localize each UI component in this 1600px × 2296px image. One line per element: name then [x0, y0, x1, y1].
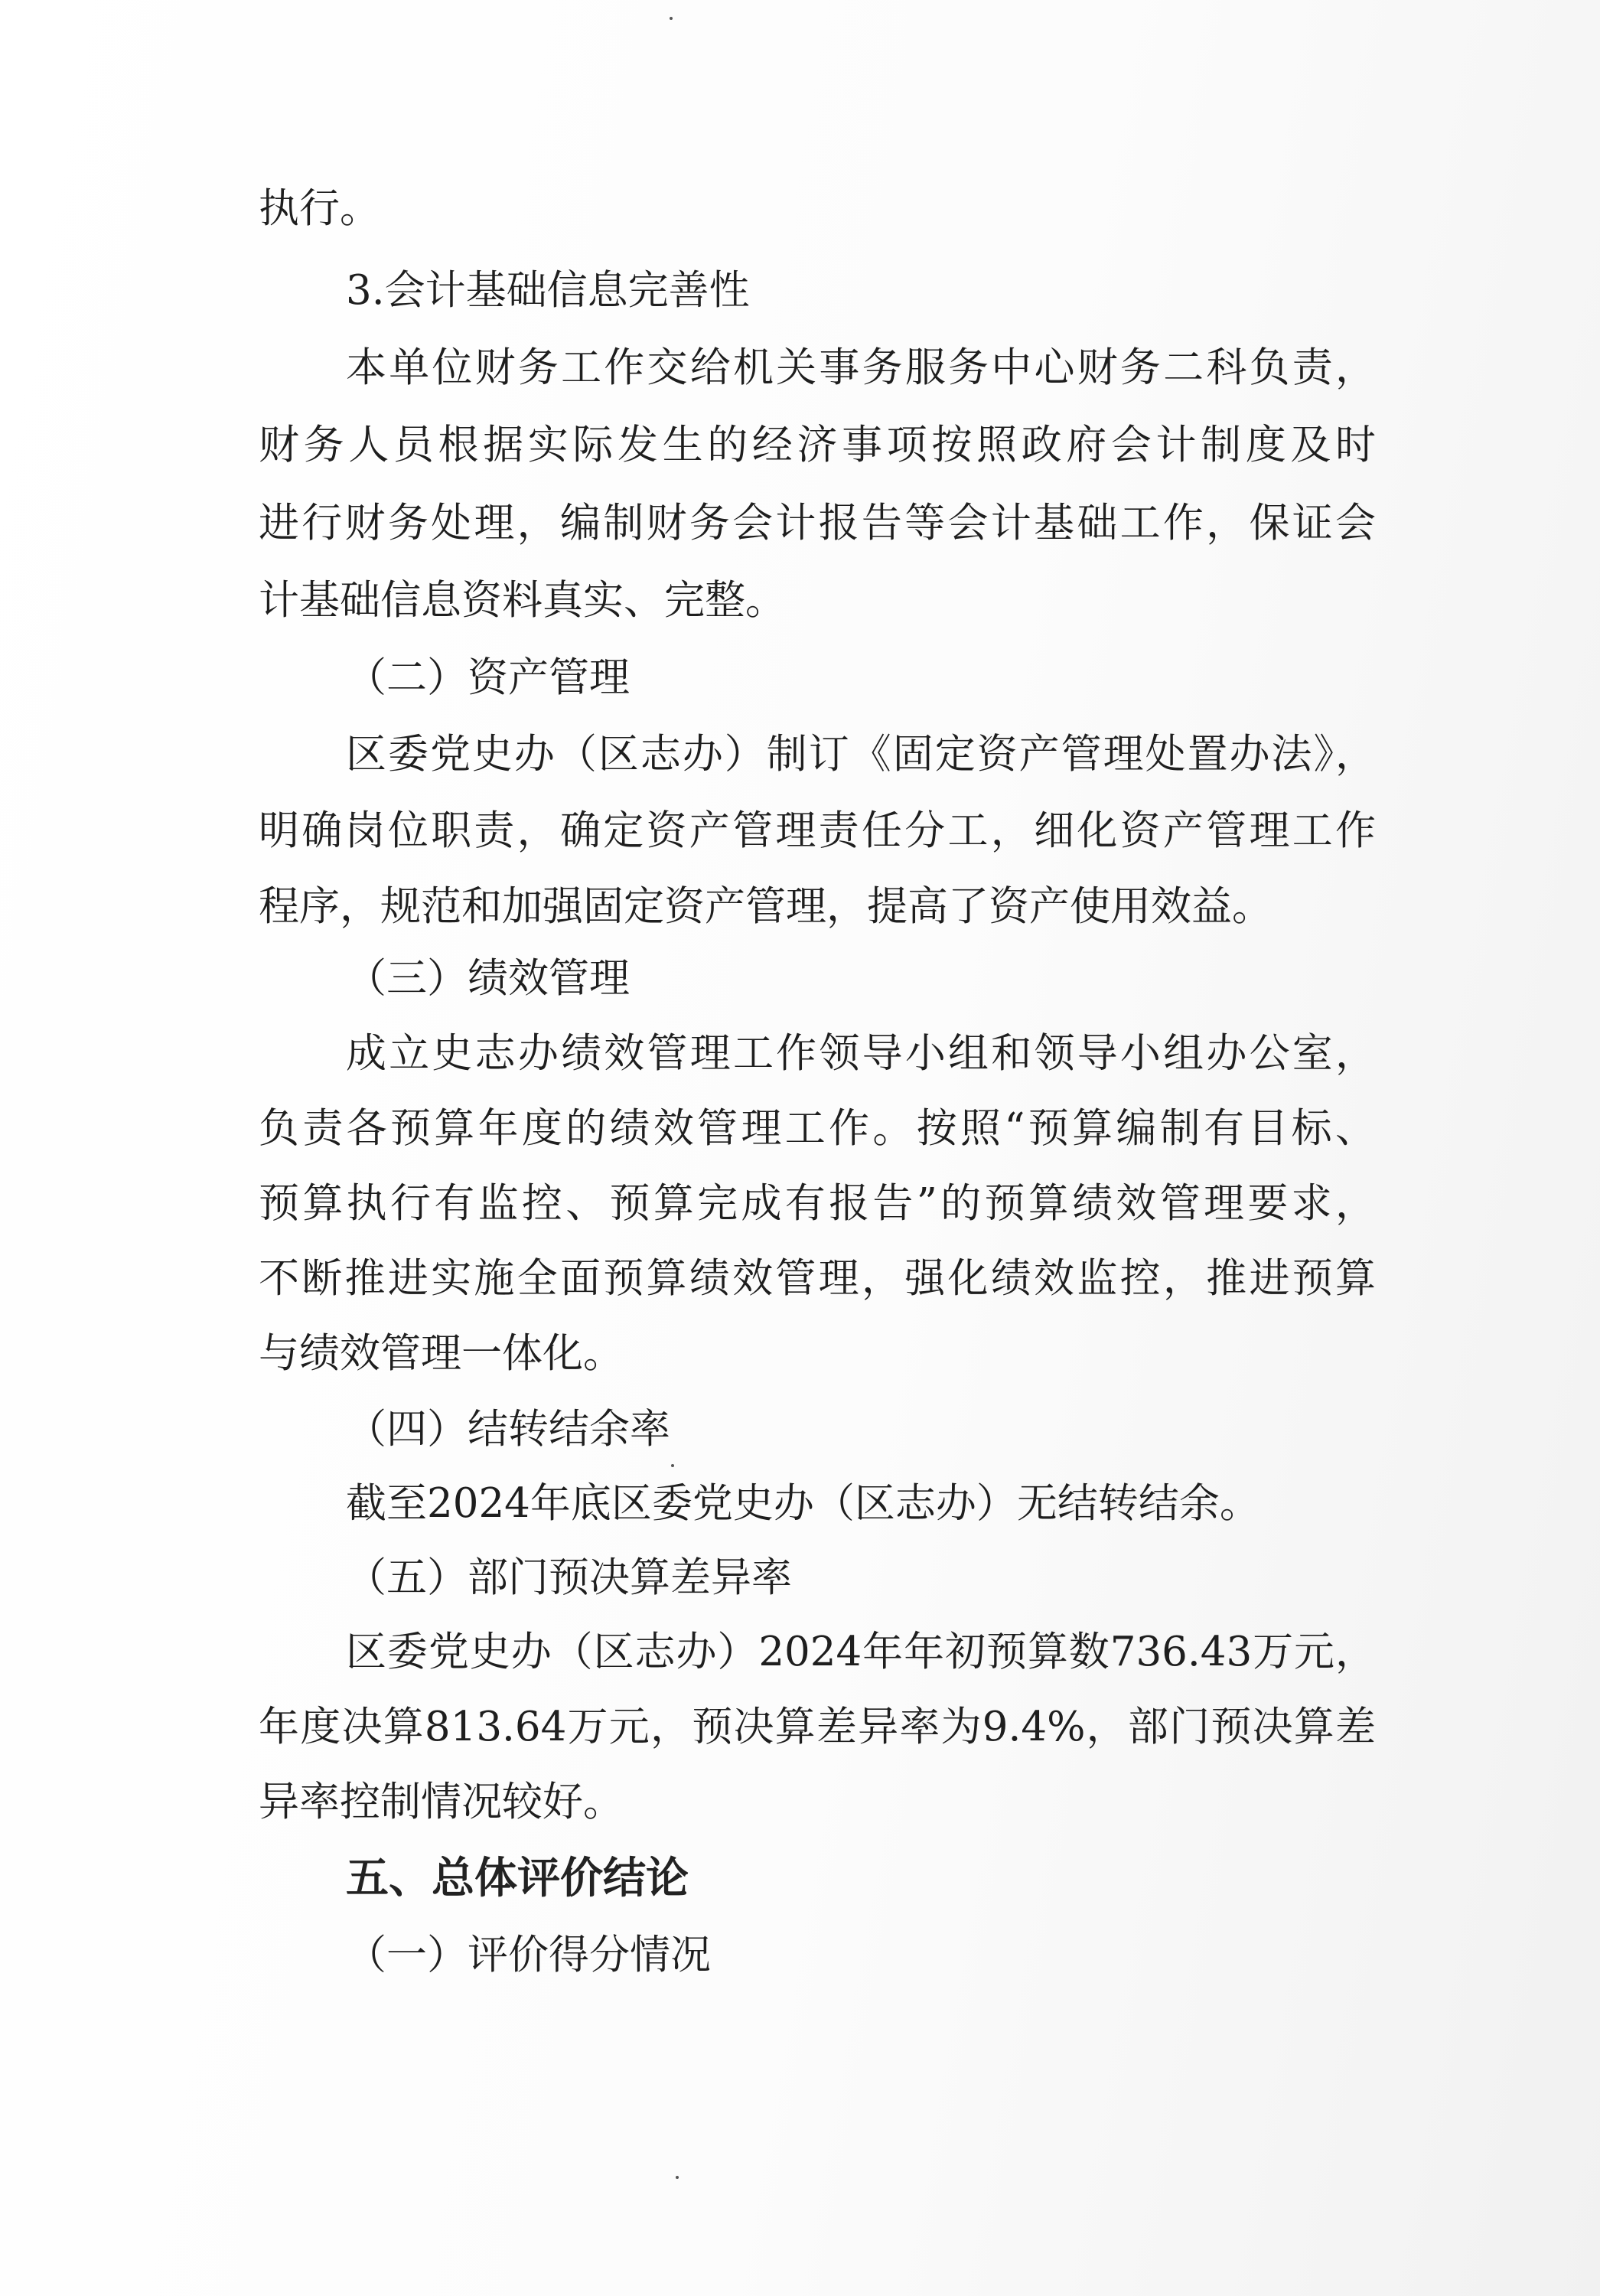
paragraph-line: 截至2024年底区委党史办（区志办）无结转结余。 [346, 1480, 1260, 1527]
paragraph-line: 预算执行有监控、预算完成有报告”的预算绩效管理要求， [259, 1180, 1376, 1227]
chapter-heading-overall-conclusion: 五、总体评价结论 [346, 1854, 689, 1903]
scan-speck [670, 17, 673, 20]
scan-speck [671, 1464, 674, 1467]
paragraph-line: 进行财务处理，编制财务会计报告等会计基础工作，保证会 [259, 500, 1376, 546]
section-heading-carryover-rate: （四）结转结余率 [346, 1406, 670, 1453]
paragraph-line: 负责各预算年度的绩效管理工作。按照“预算编制有目标、 [259, 1105, 1376, 1152]
scan-speck [676, 2176, 679, 2179]
paragraph-line: 程序，规范和加强固定资产管理，提高了资产使用效益。 [259, 883, 1273, 930]
paragraph-line: 财务人员根据实际发生的经济事项按照政府会计制度及时 [259, 422, 1376, 468]
paragraph-line: 执行。 [259, 185, 380, 232]
paragraph-line: 计基础信息资料真实、完整。 [259, 577, 786, 624]
paragraph-line: 与绩效管理一体化。 [259, 1330, 624, 1377]
paragraph-line: 成立史志办绩效管理工作领导小组和领导小组办公室， [346, 1030, 1376, 1077]
paragraph-line: 年度决算813.64万元，预决算差异率为9.4%，部门预决算差 [259, 1704, 1376, 1750]
section-heading-3: 3.会计基础信息完善性 [346, 267, 750, 314]
section-heading-score: （一）评价得分情况 [346, 1932, 711, 1978]
section-heading-performance-management: （三）绩效管理 [346, 955, 630, 1002]
paragraph-line: 区委党史办（区志办）制订《固定资产管理处置办法》， [346, 731, 1376, 778]
section-heading-asset-management: （二）资产管理 [346, 654, 630, 701]
paragraph-line: 不断推进实施全面预算绩效管理，强化绩效监控，推进预算 [259, 1255, 1376, 1302]
section-heading-budget-variance: （五）部门预决算差异率 [346, 1554, 792, 1601]
paragraph-line: 本单位财务工作交给机关事务服务中心财务二科负责， [346, 344, 1376, 391]
paragraph-line: 区委党史办（区志办）2024年年初预算数736.43万元， [346, 1629, 1376, 1675]
paragraph-line: 明确岗位职责，确定资产管理责任分工，细化资产管理工作 [259, 807, 1376, 854]
paragraph-line: 异率控制情况较好。 [259, 1779, 624, 1825]
